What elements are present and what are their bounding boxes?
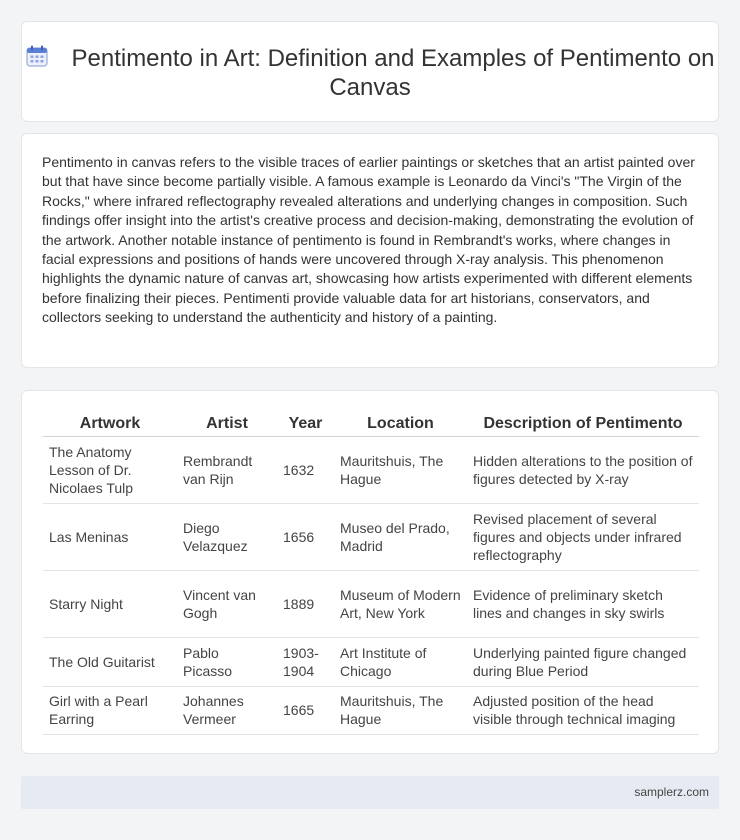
cell-year: 1665 xyxy=(277,686,334,734)
table-row xyxy=(43,436,699,503)
table-row xyxy=(43,570,699,637)
cell-year: 1903-1904 xyxy=(277,637,334,686)
cell-location: Museo del Prado, Madrid xyxy=(334,503,467,570)
cell-artist: Vincent van Gogh xyxy=(177,570,277,637)
description-text: Pentimento in canvas refers to the visible traces of earlier paintings or sketches that an artist painted over but that have since become partially visible. A famous example is Leonardo da Vinci's "The Virgin of the Rocks," where infrared reflectography revealed alterations and underlying changes in composition. Such findings offer insight into the artist's creative process and decision-making, demonstrating the evolution of the artwork. Another notable instance of pentimento is found in Rembrandt's works, where changes in facial expressions and positions of hands were uncovered through X-ray analysis. This phenomenon highlights the dynamic nature of canvas art, showcasing how artists experimented with different elements before finalizing their pieces. Pentimenti provide valuable data for art historians, conservators, and collectors seeking to understand the authenticity and history of a painting. xyxy=(42,154,695,326)
cell-description: Evidence of preliminary sketch lines and changes in sky swirls xyxy=(467,570,699,637)
cell-location: Art Institute of Chicago xyxy=(334,637,467,686)
cell-year: 1889 xyxy=(277,570,334,637)
table-card xyxy=(21,390,719,754)
cell-description: Underlying painted figure changed during Blue Period xyxy=(467,637,699,686)
footer-site-link[interactable]: samplerz.com xyxy=(634,785,709,799)
table-row xyxy=(43,503,699,570)
title-card xyxy=(21,21,719,122)
cell-location: Mauritshuis, The Hague xyxy=(334,436,467,503)
cell-description: Adjusted position of the head visible through technical imaging xyxy=(467,686,699,734)
page-title: Pentimento in Art: Definition and Examples of Pentimento on Canvas xyxy=(71,45,715,101)
cell-year: 1632 xyxy=(277,436,334,503)
cell-description: Hidden alterations to the position of figures detected by X-ray xyxy=(467,436,699,503)
cell-location: Mauritshuis, The Hague xyxy=(334,686,467,734)
cell-artist: Rembrandt van Rijn xyxy=(177,436,277,503)
header-location: Location xyxy=(334,410,467,436)
cell-artist: Pablo Picasso xyxy=(177,637,277,686)
footer xyxy=(21,776,719,809)
description-card xyxy=(21,133,719,368)
cell-artwork: The Anatomy Lesson of Dr. Nicolaes Tulp xyxy=(43,436,177,503)
header-artwork: Artwork xyxy=(43,410,177,436)
cell-artist: Diego Velazquez xyxy=(177,503,277,570)
header-description: Description of Pentimento xyxy=(467,410,699,436)
cell-location: Museum of Modern Art, New York xyxy=(334,570,467,637)
cell-year: 1656 xyxy=(277,503,334,570)
pentimento-table xyxy=(43,410,699,735)
cell-description: Revised placement of several figures and objects under infrared reflectography xyxy=(467,503,699,570)
table-row xyxy=(43,686,699,734)
header-artist: Artist xyxy=(177,410,277,436)
table-header-row xyxy=(43,410,699,436)
calendar-icon xyxy=(25,44,49,68)
page-title-wrap xyxy=(22,44,718,102)
cell-artwork: Girl with a Pearl Earring xyxy=(43,686,177,734)
table-row xyxy=(43,637,699,686)
cell-artist: Johannes Vermeer xyxy=(177,686,277,734)
cell-artwork: Las Meninas xyxy=(43,503,177,570)
cell-artwork: The Old Guitarist xyxy=(43,637,177,686)
cell-artwork: Starry Night xyxy=(43,570,177,637)
header-year: Year xyxy=(277,410,334,436)
